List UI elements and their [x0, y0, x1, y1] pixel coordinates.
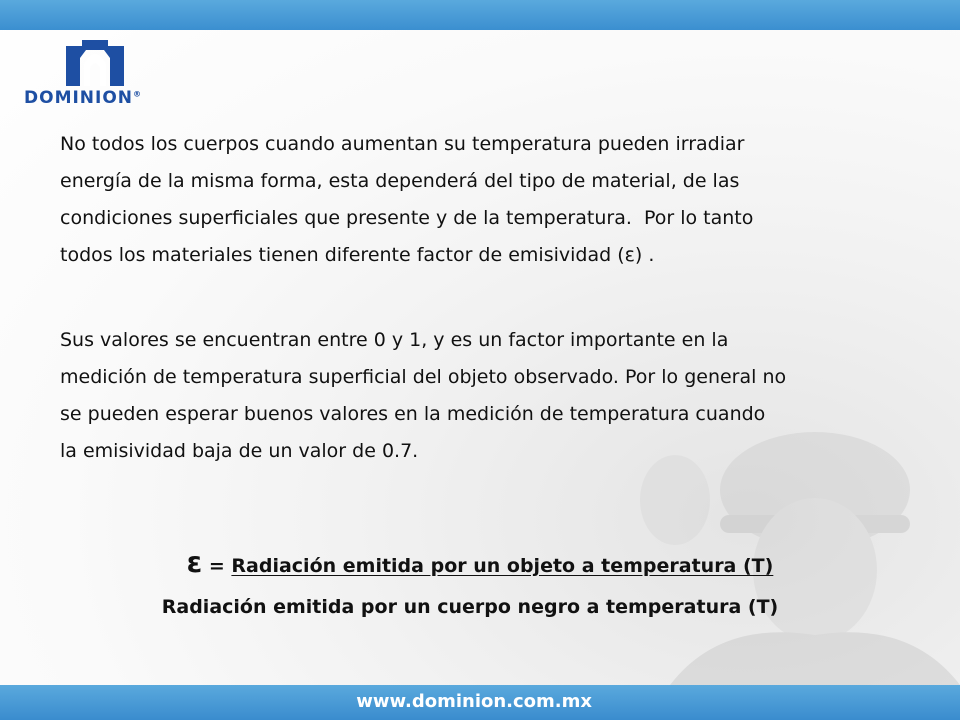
formula-numerator-line: [0, 546, 960, 579]
text-line: medición de temperatura superficial del objeto observado. Por lo general no: [60, 366, 787, 388]
paragraph-emissivity-intro: [60, 126, 753, 274]
text-line: se pueden esperar buenos valores en la medición de temperatura cuando: [60, 403, 766, 425]
bottom-bar: [0, 685, 960, 720]
text-line: todos los materiales tienen diferente factor de emisividad (ε) .: [60, 244, 655, 266]
formula-numerator: Radiación emitida por un objeto a temperatura (T): [231, 555, 774, 577]
footer-url-link[interactable]: www.dominion.com.mx: [356, 691, 592, 712]
dominion-logo-mark-icon: [60, 38, 130, 88]
dominion-logo: [22, 38, 182, 110]
formula-equals: =: [202, 555, 232, 577]
text-line: Sus valores se encuentran entre 0 y 1, y es un factor importante en la: [60, 329, 729, 351]
paragraph-emissivity-values: [60, 322, 786, 470]
top-bar: [0, 0, 960, 30]
text-line: la emisividad baja de un valor de 0.7.: [60, 440, 419, 462]
text-line: condiciones superficiales que presente y de la temperatura. Por lo tanto: [60, 207, 754, 229]
text-line: energía de la misma forma, esta dependerá del tipo de material, de las: [60, 170, 740, 192]
text-line: No todos los cuerpos cuando aumentan su temperatura pueden irradiar: [60, 133, 745, 155]
logo-wordmark: DOMINION®: [24, 88, 143, 108]
formula-denominator: Radiación emitida por un cuerpo negro a temperatura (T): [161, 596, 779, 618]
epsilon-symbol: ε: [186, 546, 203, 579]
